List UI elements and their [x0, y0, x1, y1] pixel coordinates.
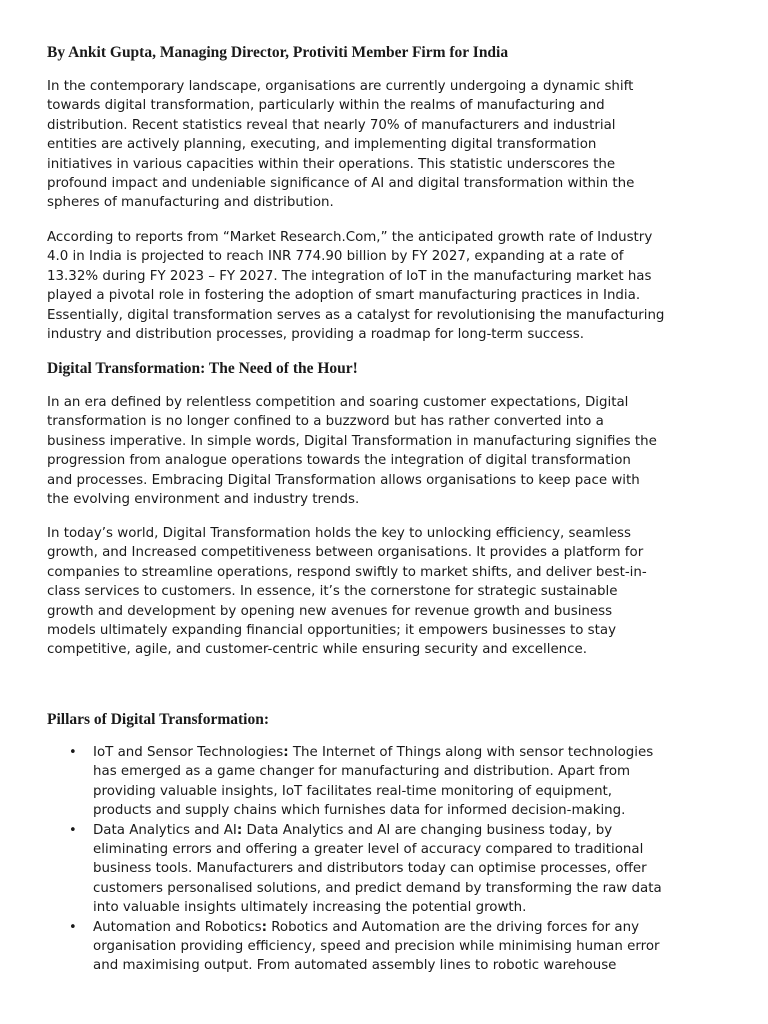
- text-line: In the contemporary landscape, organisations are currently undergoing a dynamic shift: [47, 79, 634, 94]
- text-line: and processes. Embracing Digital Transformation allows organisations to keep pace with: [47, 472, 640, 488]
- text-line: transformation is no longer confined to a buzzword but has rather converted into a: [47, 414, 604, 430]
- text-line: eliminating errors and offering a greater level of accuracy compared to traditional: [93, 842, 644, 858]
- bullet-icon: •: [69, 745, 77, 760]
- pillar-colon: :: [283, 745, 289, 760]
- bullet-icon: •: [69, 822, 77, 838]
- text-line: industry and distribution processes, providing a roadmap for long-term success.: [47, 327, 584, 343]
- text-line: providing valuable insights, IoT facilitates real-time monitoring of equipment,: [93, 783, 613, 799]
- pillar-first-line: Data Analytics and AI are changing business today, by: [242, 822, 613, 838]
- text-line: [93, 743, 768, 762]
- text-line: In an era defined by relentless competition and soaring customer expectations, Digital: [47, 395, 629, 410]
- list-item: [0, 918, 768, 976]
- bullet-icon: •: [69, 919, 77, 935]
- text-line: organisation providing efficiency, speed and precision while minimising human error: [93, 939, 660, 955]
- text-line: Essentially, digital transformation serves as a catalyst for revolutionising the manufacturing: [47, 307, 665, 323]
- text-line: growth, and Increased competitiveness between organisations. It provides a platform for: [47, 545, 644, 561]
- growth-paragraph: [47, 228, 727, 344]
- pillar-colon: :: [261, 919, 267, 935]
- section-heading-pillars: Pillars of Digital Transformation:: [47, 711, 270, 728]
- text-line: [93, 821, 768, 840]
- pillar-first-line: The Internet of Things along with sensor technologies: [288, 745, 654, 760]
- pillar-label: Automation and Robotics: [93, 919, 262, 935]
- text-line: [93, 918, 768, 937]
- text-line: progression from analogue operations towards the integration of digital transformation: [47, 453, 631, 469]
- text-line: companies to streamline operations, respond swiftly to market shifts, and deliver best-in-: [47, 564, 647, 580]
- text-line: the evolving environment and industry trends.: [47, 492, 360, 508]
- text-line: growth and development by opening new avenues for revenue growth and business: [47, 603, 613, 619]
- text-line: class services to customers. In essence, it’s the cornerstone for strategic sustainable: [47, 584, 618, 600]
- text-line: entities are actively planning, executing, and implementing digital transformation: [47, 137, 597, 153]
- pillar-label: Data Analytics and AI: [93, 822, 237, 838]
- text-line: 13.32% during FY 2023 – FY 2027. The integration of IoT in the manufacturing market has: [47, 268, 652, 284]
- text-line: played a pivotal role in fostering the adoption of smart manufacturing practices in India.: [47, 288, 641, 304]
- section-heading-need: Digital Transformation: The Need of the Hour!: [47, 360, 358, 377]
- text-line: and maximising output. From automated assembly lines to robotic warehouse: [93, 958, 617, 974]
- intro-paragraph: [47, 77, 727, 213]
- text-line: 4.0 in India is projected to reach INR 774.90 billion by FY 2027, expanding at a rate of: [47, 249, 624, 265]
- text-line: models ultimately expanding financial opportunities; it empowers businesses to stay: [47, 623, 617, 639]
- text-line: business tools. Manufacturers and distributors today can optimise processes, offer: [93, 861, 647, 877]
- era-paragraph: [47, 393, 727, 509]
- text-line: customers personalised solutions, and predict demand by transforming the raw data: [93, 880, 662, 896]
- text-line: distribution. Recent statistics reveal that nearly 70% of manufacturers and industrial: [47, 117, 616, 133]
- text-line: has emerged as a game changer for manufacturing and distribution. Apart from: [93, 764, 631, 780]
- text-line: profound impact and undeniable significance of AI and digital transformation within the: [47, 176, 635, 192]
- pillars-list: [0, 743, 768, 976]
- text-line: towards digital transformation, particularly within the realms of manufacturing and: [47, 98, 605, 114]
- text-line: spheres of manufacturing and distribution.: [47, 195, 334, 211]
- text-line: into valuable insights ultimately increasing the potential growth.: [93, 900, 527, 916]
- text-line: initiatives in various capacities within their operations. This statistic underscores the: [47, 156, 616, 172]
- pillar-label: IoT and Sensor Technologies: [93, 745, 284, 760]
- list-item: [0, 821, 768, 918]
- text-line: business imperative. In simple words, Digital Transformation in manufacturing signifies the: [47, 433, 657, 449]
- text-line: competitive, agile, and customer-centric while ensuring security and excellence.: [47, 642, 588, 658]
- pillar-colon: :: [236, 822, 243, 838]
- pillar-first-line: Robotics and Automation are the driving forces for any: [266, 919, 640, 935]
- text-line: According to reports from “Market Research.Com,” the anticipated growth rate of Industry: [47, 230, 653, 245]
- byline: By Ankit Gupta, Managing Director, Protiviti Member Firm for India: [47, 44, 509, 61]
- today-paragraph: [47, 524, 727, 660]
- text-line: products and supply chains which furnishes data for informed decision-making.: [93, 803, 626, 819]
- text-line: In today’s world, Digital Transformation holds the key to unlocking efficiency, seamless: [47, 526, 631, 541]
- list-item: [0, 743, 768, 821]
